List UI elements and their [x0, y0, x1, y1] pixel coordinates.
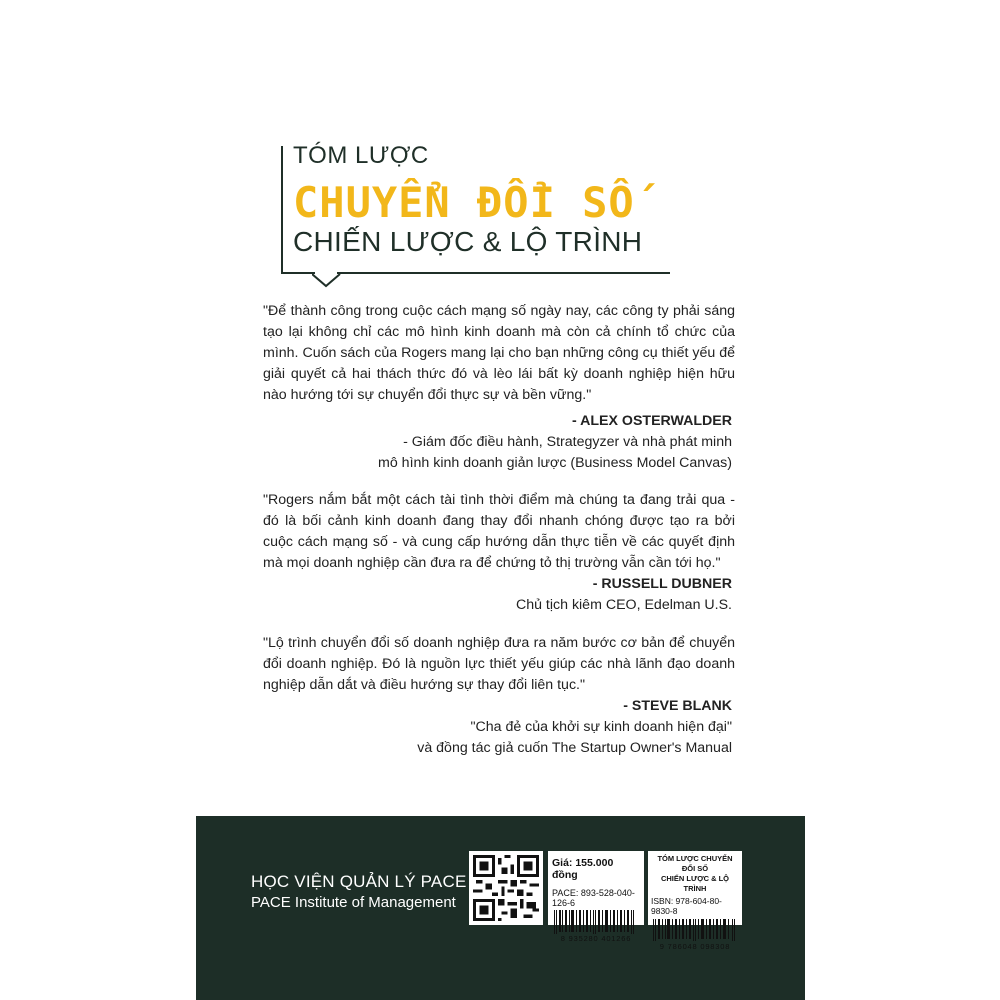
qr-code-icon[interactable] — [469, 851, 543, 925]
author-name: - RUSSELL DUBNER — [592, 576, 732, 592]
isbn-barcode-icon — [651, 918, 739, 942]
speech-bubble-tail — [312, 262, 342, 288]
author-block-blank — [417, 696, 732, 759]
author-role: và đồng tác giả cuốn The Startup Owner's Manual — [417, 740, 732, 756]
price-sticker — [548, 851, 644, 943]
isbn-number: ISBN: 978-604-80-9830-8 — [651, 896, 722, 916]
quote-dubner: "Rogers nắm bắt một cách tài tình thời điểm mà chúng ta đang trải qua - đó là bối cảnh kinh doanh đang thay đổi nhanh chóng được tạo ra bởi cuộc cách mạng số - và cung cấp hướng dẫn thực tiễn về các quyết định mà mọi doanh nghiệp cần đưa ra để chứng tỏ thị trường vẫn cần tới họ." — [263, 492, 735, 571]
author-name: - STEVE BLANK — [623, 698, 732, 714]
isbn-barcode-digits: 9 786048 098308 — [659, 942, 731, 951]
author-role: mô hình kinh doanh giản lược (Business Model Canvas) — [378, 455, 732, 471]
price-label: Giá: 155.000 đồng — [552, 857, 614, 881]
author-role: Chủ tịch kiêm CEO, Edelman U.S. — [515, 597, 732, 613]
title-line-1: TÓM LƯỢC — [293, 142, 429, 169]
title-subtitle: CHIẾN LƯỢC & LỘ TRÌNH — [293, 226, 643, 257]
isbn-sticker — [648, 851, 742, 951]
price-barcode-digits: 8 935280 401266 — [560, 934, 632, 943]
isbn-book-subtitle: CHIẾN LƯỢC & LỘ TRÌNH — [660, 874, 730, 893]
pace-code: PACE: 893-528-040-126-6 — [552, 888, 635, 908]
author-block-osterwalder — [378, 411, 732, 474]
author-block-dubner — [516, 574, 732, 616]
author-name: - ALEX OSTERWALDER — [571, 413, 732, 429]
publisher-name-en: PACE Institute of Management — [251, 894, 456, 911]
price-barcode-icon — [552, 910, 638, 934]
quote-blank: "Lộ trình chuyển đổi số doanh nghiệp đưa ra năm bước cơ bản để chuyển đổi doanh nghiệp. Đó là nguồn lực thiết yếu giúp các nhà lãnh đạo doanh nghiệp dẫn dắt và điều hướng sự thay đổi liên tục." — [263, 635, 735, 693]
author-role: - Giám đốc điều hành, Strategyzer và nhà phát minh — [403, 434, 732, 450]
author-role: "Cha đẻ của khởi sự kinh doanh hiện đại" — [470, 719, 732, 735]
quote-osterwalder: "Để thành công trong cuộc cách mạng số ngày nay, các công ty phải sáng tạo lại không chỉ các mô hình kinh doanh mà còn cả chính tổ chức của mình. Cuốn sách của Rogers mang lại cho bạn những công cụ thiết yếu để giải quyết cả hai thách thức đó và lèo lái bất kỳ doanh nghiệp hiện hữu nào hướng tới sự chuyển đổi thực sự và bền vững." — [263, 303, 735, 403]
isbn-book-title: TÓM LƯỢC CHUYỂN ĐỔI SỐ — [657, 854, 733, 873]
publisher-name-vi: HỌC VIỆN QUẢN LÝ PACE — [251, 872, 467, 891]
publisher-block — [251, 872, 467, 911]
title-main: CHUYỂN ĐỔI SỐ — [293, 178, 635, 227]
